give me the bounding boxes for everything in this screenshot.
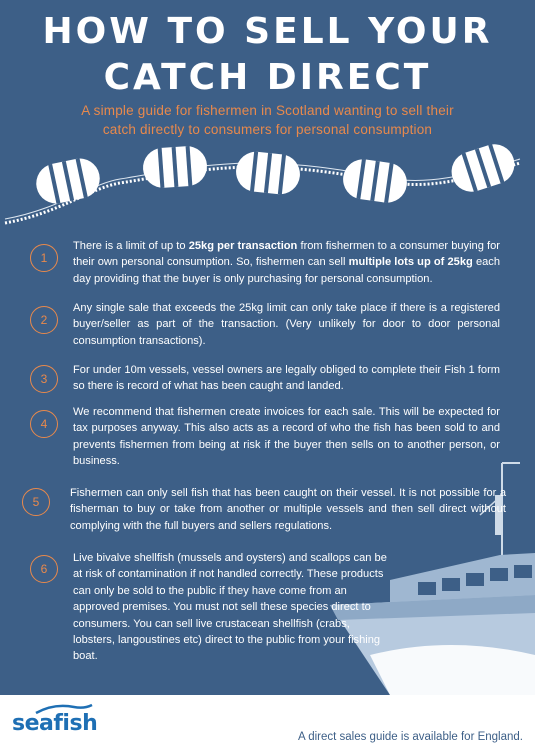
float-buoy-icon — [33, 155, 104, 207]
title-line-2: CATCH DIRECT — [103, 57, 432, 98]
step-text: We recommend that fishermen create invoices for each sale. This will be expected for tax purposes anyway. This also acts as a record of who the fish has been sold to and prevents fishermen from being at risk if the buyer then sells on to another person, or business. — [73, 406, 500, 468]
float-line-illustration — [0, 143, 535, 228]
title-line-1: HOW TO SELL YOUR — [42, 11, 493, 52]
subtitle-line-1: A simple guide for fishermen in Scotland wanting to sell their — [81, 103, 454, 118]
step-3 — [22, 362, 502, 398]
step-text: Fishermen can only sell fish that has been caught on their vessel. It is not possible for a fisherman to buy or take from another or multiple vessels and then sell direct without complying with the full buyers and sellers regulations. — [70, 487, 506, 532]
float-buoy-icon — [234, 150, 302, 196]
float-buoy-icon — [446, 143, 519, 197]
step-number-badge: 6 — [30, 555, 58, 583]
float-buoy-icon — [142, 145, 209, 189]
step-number-badge: 2 — [30, 306, 58, 334]
step-text: There is a limit of up to 25kg per transaction from fishermen to a consumer buying for their own personal consumption. So, fishermen can sell multiple lots up of 25kg each day providing that the buyer is only purchasing for personal consumption. — [73, 240, 501, 285]
step-number-badge: 4 — [30, 410, 58, 438]
step-number-badge: 5 — [22, 488, 50, 516]
step-1 — [22, 238, 502, 294]
step-text: Any single sale that exceeds the 25kg limit can only take place if there is a registered buyer/seller as part of the transaction. (Very unlikely for door to door personal consumption transactions). — [73, 302, 500, 347]
step-text: Live bivalve shellfish (mussels and oysters) and scallops can be at risk of contamination if not handled correctly. These products can only be sold to the public if they have come from an approved premises. You must not sell these species direct to consumers. You can sell live crustacean shellfish (crabs, lobsters, langoustines etc) direct to the public from your fishing boat. — [73, 552, 387, 663]
step-2 — [22, 300, 502, 352]
step-number-badge: 3 — [30, 365, 58, 393]
step-6 — [22, 550, 502, 663]
step-5 — [22, 485, 506, 537]
subtitle — [10, 101, 525, 139]
step-4 — [22, 404, 502, 470]
subtitle-line-2: catch directly to consumers for personal consumption — [102, 122, 433, 137]
seafish-logo[interactable]: seafish — [12, 711, 98, 736]
step-text: For under 10m vessels, vessel owners are legally obliged to complete their Fish 1 form so there is record of what has been caught and landed. — [73, 364, 500, 393]
footer-note: A direct sales guide is available for England. — [297, 731, 523, 743]
step-number-badge: 1 — [30, 244, 58, 272]
float-buoy-icon — [341, 157, 410, 206]
